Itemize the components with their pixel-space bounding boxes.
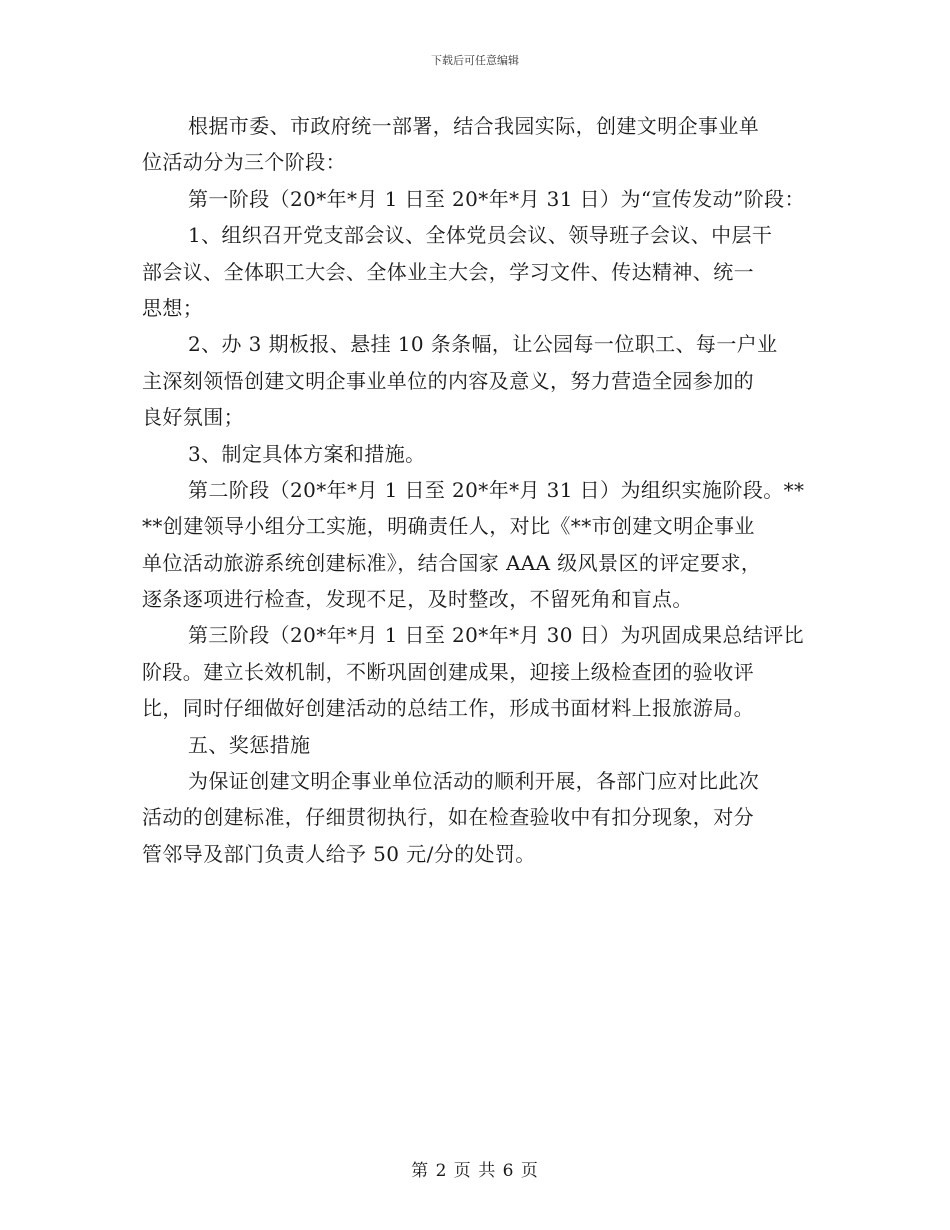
document-body — [142, 108, 818, 872]
body-line: 2、办 3 期板报、悬挂 10 条条幅，让公园每一位职工、每一户业 — [188, 332, 778, 357]
body-line: 第二阶段（20*年*月 1 日至 20*年*月 31 日）为组织实施阶段。** — [188, 477, 805, 502]
page-number: 第 2 页 共 6 页 — [411, 1161, 539, 1181]
body-line: 良好氛围； — [142, 405, 244, 430]
body-line: 逐条逐项进行检查，发现不足，及时整改，不留死角和盲点。 — [142, 587, 693, 612]
body-line: 比，同时仔细做好创建活动的总结工作，形成书面材料上报旅游局。 — [142, 696, 754, 721]
body-line: 阶段。建立长效机制，不断巩固创建成果，迎接上级检查团的验收评 — [142, 659, 754, 684]
body-line: 3、制定具体方案和措施。 — [188, 441, 426, 466]
page-header: 下载后可任意编辑 — [431, 54, 519, 67]
body-line: 部会议、全体职工大会、全体业主大会，学习文件、传达精神、统一 — [142, 259, 754, 284]
body-line: **创建领导小组分工实施，明确责任人，对比《**市创建文明企事业 — [142, 514, 755, 539]
body-line: 思想； — [142, 295, 204, 320]
section-heading: 五、奖惩措施 — [188, 732, 311, 757]
body-line: 根据市委、市政府统一部署，结合我园实际，创建文明企事业单 — [188, 114, 760, 138]
body-line: 第三阶段（20*年*月 1 日至 20*年*月 30 日）为巩固成果总结评比 — [188, 623, 805, 648]
body-line: 位活动分为三个阶段： — [142, 150, 346, 175]
body-line: 1、组织召开党支部会议、全体党员会议、领导班子会议、中层干 — [188, 223, 773, 248]
body-line: 主深刻领悟创建文明企事业单位的内容及意义，努力营造全园参加的 — [142, 368, 754, 393]
body-line: 管邻导及部门负责人给予 50 元/分的处罚。 — [142, 841, 536, 866]
body-line: 单位活动旅游系统创建标准》，结合国家 AAA 级风景区的评定要求， — [142, 550, 762, 575]
body-line: 第一阶段（20*年*月 1 日至 20*年*月 31 日）为“宣传发动”阶段： — [188, 186, 805, 211]
body-line: 为保证创建文明企事业单位活动的顺利开展，各部门应对比此次 — [188, 769, 760, 794]
body-line: 活动的创建标准，仔细贯彻执行，如在检查验收中有扣分现象，对分 — [142, 805, 754, 830]
